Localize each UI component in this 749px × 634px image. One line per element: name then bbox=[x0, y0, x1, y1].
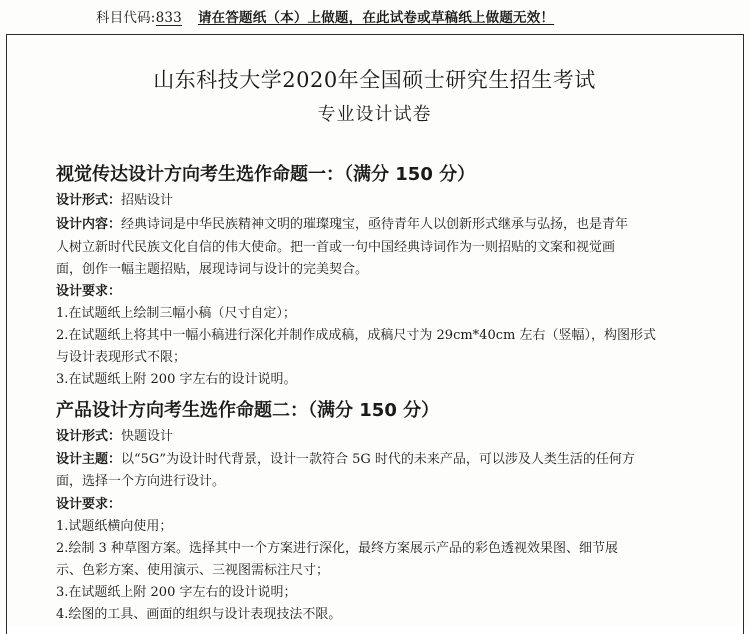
answer-warning: 请在答题纸（本）上做题，在此试卷或草稿纸上做题无效！ bbox=[197, 10, 555, 26]
section1-content-text-3: 面，创作一幅主题招贴，展现诗词与设计的完美契合。 bbox=[56, 262, 369, 277]
section1-req-1: 1.在试题纸上绘制三幅小稿（尺寸自定）； bbox=[56, 306, 296, 321]
section1-heading bbox=[56, 160, 475, 186]
section2-req-2b: 示、色彩方案、使用演示、三视图需标注尺寸； bbox=[56, 563, 330, 578]
section2-requirements-label: 设计要求： bbox=[56, 497, 122, 512]
subject-code-value: 833 bbox=[155, 10, 182, 26]
section2-heading bbox=[56, 396, 439, 422]
section2-theme-text-2: 面，选择一个方向进行设计。 bbox=[56, 474, 226, 489]
subject-code-label: 科目代码: bbox=[96, 10, 156, 26]
section2-req-1: 1.试题纸横向使用； bbox=[56, 519, 173, 534]
section1-content-label: 设计内容： bbox=[56, 217, 122, 232]
section1-content-line bbox=[56, 216, 628, 234]
section2-theme-text-1: 以“5G”为设计时代背景，设计一款符合 5G 时代的未来产品，可以涉及人类生活的任何方 bbox=[121, 452, 635, 467]
section1-requirements-label: 设计要求： bbox=[56, 284, 122, 299]
section1-form-value: 招贴设计 bbox=[121, 193, 174, 208]
section1-content-text-1: 经典诗词是中华民族精神文明的璀璨瑰宝，亟待青年人以创新形式继承与弘扬，也是青年 bbox=[121, 217, 629, 232]
page-header bbox=[96, 6, 554, 26]
section1-score: 150 bbox=[395, 164, 433, 185]
section2-req-3: 3.在试题纸上附 200 字左右的设计说明； bbox=[56, 585, 297, 600]
section1-req-3: 3.在试题纸上附 200 字左右的设计说明。 bbox=[56, 372, 297, 387]
section2-req-4: 4.绘图的工具、画面的组织与设计表现技法不限。 bbox=[56, 607, 342, 622]
section2-theme-label: 设计主题： bbox=[56, 452, 122, 467]
section2-heading-suffix: 分） bbox=[396, 400, 440, 421]
exam-title: 山东科技大学2020年全国硕士研究生招生考试 bbox=[153, 68, 596, 92]
section1-heading-suffix: 分） bbox=[432, 164, 476, 185]
section2-score: 150 bbox=[359, 400, 397, 421]
section1-req-2b: 与设计表现形式不限； bbox=[56, 350, 187, 365]
section1-form-line bbox=[56, 192, 173, 210]
section1-form-label: 设计形式： bbox=[56, 193, 122, 208]
section1-content-text-2: 人树立新时代民族文化自信的伟大使命。把一首或一句中国经典诗词作为一则招贴的文案和视觉画 bbox=[56, 240, 616, 255]
section2-form-label: 设计形式： bbox=[56, 429, 122, 444]
section1-heading-prefix: 视觉传达设计方向考生选作命题一：（满分 bbox=[56, 164, 396, 185]
section2-heading-prefix: 产品设计方向考生选作命题二：（满分 bbox=[56, 400, 360, 421]
section2-req-2a: 2.绘制 3 种草图方案。选择其中一个方案进行深化，最终方案展示产品的彩色透视效果图、细节展 bbox=[56, 541, 618, 556]
section1-req-2a: 2.在试题纸上将其中一幅小稿进行深化并制作成成稿，成稿尺寸为 29cm*40cm 左右（竖幅），构图形式 bbox=[56, 328, 656, 343]
section2-theme-line bbox=[56, 451, 635, 469]
exam-subtitle: 专业设计试卷 bbox=[317, 104, 432, 125]
section2-form-value: 快题设计 bbox=[121, 429, 174, 444]
section2-form-line bbox=[56, 428, 173, 446]
